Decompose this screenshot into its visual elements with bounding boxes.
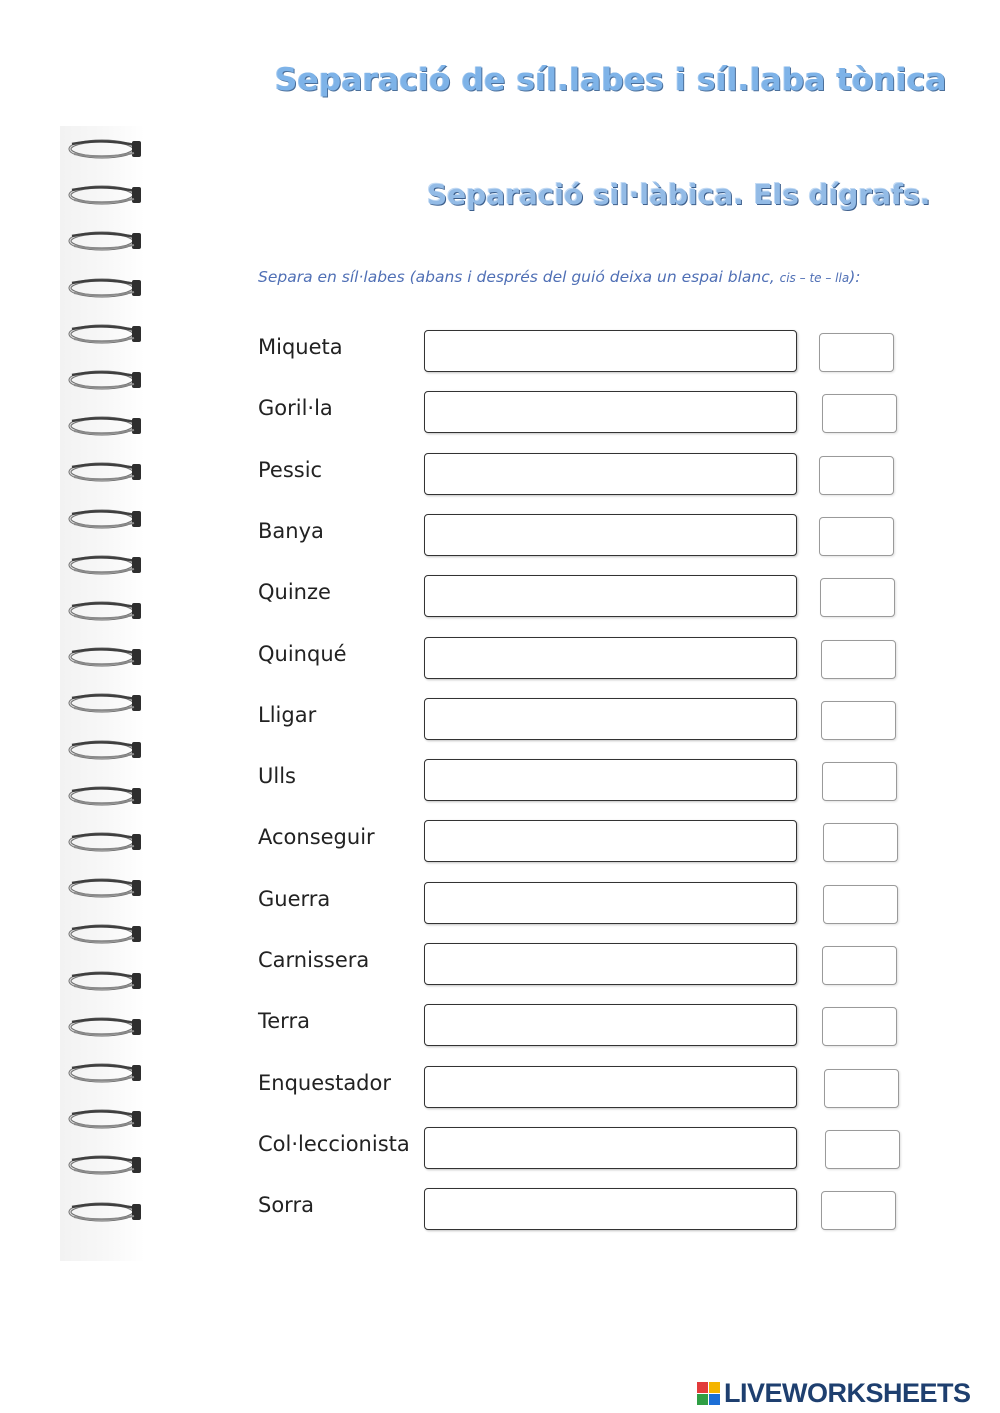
tonic-syllable-input[interactable] [821,1191,896,1230]
tonic-syllable-input[interactable] [820,578,895,617]
spiral-ring-icon [64,504,144,534]
spiral-ring-icon [64,365,144,395]
word-label: Col·leccionista [258,1131,410,1156]
word-label: Carnissera [258,948,370,972]
tonic-syllable-input[interactable] [822,1007,897,1046]
word-label: Banya [258,518,324,543]
syllable-answer-input[interactable] [424,1127,797,1169]
word-label: Ulls [258,764,296,789]
spiral-ring-icon [64,688,144,718]
word-label: Miqueta [258,335,343,359]
word-label: Aconseguir [258,825,375,850]
spiral-binding [60,126,145,1261]
word-label: Terra [258,1009,310,1034]
syllable-answer-input[interactable] [424,391,797,433]
tonic-syllable-input[interactable] [822,394,897,433]
section-subtitle: Separació sil·làbica. Els dígrafs. [427,178,931,211]
page-title: Separació de síl.labes i síl.laba tònica [275,62,947,98]
tonic-syllable-input[interactable] [819,517,894,556]
syllable-answer-input[interactable] [424,943,797,985]
tonic-syllable-input[interactable] [822,762,897,801]
spiral-ring-icon [64,134,144,164]
syllable-answer-input[interactable] [424,820,797,862]
spiral-ring-icon [64,411,144,441]
spiral-ring-icon [64,319,144,349]
spiral-ring-icon [64,827,144,857]
instruction-main: Separa en síl·labes (abans i després del guió deixa un espai blanc, [258,268,775,286]
tonic-syllable-input[interactable] [819,456,894,495]
spiral-ring-icon [64,550,144,580]
word-label: Guerra [258,886,331,911]
spiral-ring-icon [64,966,144,996]
syllable-answer-input[interactable] [424,1066,797,1108]
tonic-syllable-input[interactable] [824,1069,899,1108]
spiral-ring-icon [64,180,144,210]
word-label: Enquestador [258,1070,391,1095]
word-label: Pessic [258,457,323,482]
instruction-end: ): [849,268,861,286]
syllable-answer-input[interactable] [424,698,797,740]
tonic-syllable-input[interactable] [823,885,898,924]
word-label: Quinze [258,580,331,605]
word-label: Goril·la [258,396,333,421]
logo-square [697,1394,708,1405]
syllable-answer-input[interactable] [424,637,797,679]
syllable-answer-input[interactable] [424,759,797,801]
spiral-ring-icon [64,1197,144,1227]
spiral-ring-icon [64,873,144,903]
word-label: Sorra [258,1193,314,1218]
spiral-ring-icon [64,919,144,949]
syllable-answer-input[interactable] [424,1188,797,1230]
instruction-text [258,268,860,286]
syllable-answer-input[interactable] [424,453,797,495]
brand-name: LIVEWORKSHEETS [724,1377,971,1408]
word-label: Quinqué [258,641,347,666]
spiral-ring-icon [64,1104,144,1134]
spiral-ring-icon [64,1150,144,1180]
spiral-ring-icon [64,781,144,811]
spiral-ring-icon [64,735,144,765]
syllable-answer-input[interactable] [424,330,797,372]
liveworksheets-logo-icon [697,1382,720,1405]
spiral-ring-icon [64,1012,144,1042]
spiral-ring-icon [64,596,144,626]
tonic-syllable-input[interactable] [822,946,897,985]
spiral-ring-icon [64,1058,144,1088]
spiral-ring-icon [64,642,144,672]
logo-square [709,1382,720,1393]
syllable-answer-input[interactable] [424,882,797,924]
tonic-syllable-input[interactable] [821,640,896,679]
spiral-ring-icon [64,273,144,303]
syllable-answer-input[interactable] [424,1004,797,1046]
tonic-syllable-input[interactable] [823,823,898,862]
syllable-answer-input[interactable] [424,514,797,556]
tonic-syllable-input[interactable] [819,333,894,372]
brand-footer [697,1378,971,1408]
spiral-ring-icon [64,457,144,487]
instruction-example: cis – te – lla [779,271,850,285]
tonic-syllable-input[interactable] [821,701,896,740]
tonic-syllable-input[interactable] [825,1130,900,1169]
logo-square [697,1382,708,1393]
word-label: Lligar [258,702,317,727]
syllable-answer-input[interactable] [424,575,797,617]
spiral-ring-icon [64,226,144,256]
logo-square [709,1394,720,1405]
